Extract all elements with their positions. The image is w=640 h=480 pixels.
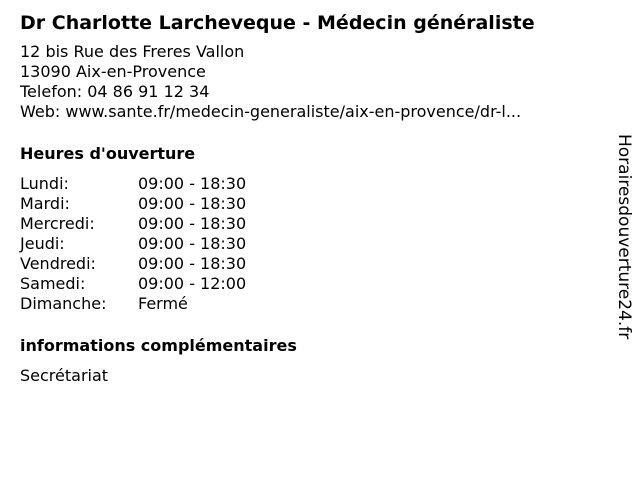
hours-day: Mardi: <box>20 194 70 213</box>
website-link[interactable]: Web: www.sante.fr/medecin-generaliste/aix-en-provence/dr-l... <box>20 102 522 121</box>
phone-number: Telefon: 04 86 91 12 34 <box>20 82 210 101</box>
site-brand-label: Horairesdouverture24.fr <box>614 134 634 340</box>
hours-day: Dimanche: <box>20 294 107 313</box>
hours-day: Samedi: <box>20 274 86 293</box>
hours-row-tuesday <box>20 194 600 214</box>
hours-time: 09:00 - 18:30 <box>138 254 247 273</box>
hours-day: Vendredi: <box>20 254 96 273</box>
page-title: Dr Charlotte Larcheveque - Médecin généraliste <box>20 12 535 34</box>
hours-day: Jeudi: <box>20 234 65 253</box>
hours-row-saturday <box>20 274 600 294</box>
address-block <box>20 42 600 122</box>
doctor-listing <box>20 10 600 386</box>
additional-info-text: Secrétariat <box>20 366 109 385</box>
opening-hours-heading: Heures d'ouverture <box>20 144 196 163</box>
hours-row-friday <box>20 254 600 274</box>
hours-row-monday <box>20 174 600 194</box>
city-address: 13090 Aix-en-Provence <box>20 62 206 81</box>
hours-row-thursday <box>20 234 600 254</box>
additional-info-heading: informations complémentaires <box>20 336 297 355</box>
hours-time: 09:00 - 18:30 <box>138 214 247 233</box>
hours-day: Lundi: <box>20 174 69 193</box>
hours-time: 09:00 - 18:30 <box>138 194 247 213</box>
hours-row-wednesday <box>20 214 600 234</box>
hours-time: 09:00 - 18:30 <box>138 174 247 193</box>
hours-row-sunday <box>20 294 600 314</box>
hours-day: Mercredi: <box>20 214 95 233</box>
hours-time: 09:00 - 18:30 <box>138 234 247 253</box>
hours-time: 09:00 - 12:00 <box>138 274 247 293</box>
street-address: 12 bis Rue des Freres Vallon <box>20 42 245 61</box>
opening-hours-table <box>20 174 600 314</box>
hours-time: Fermé <box>138 294 188 313</box>
